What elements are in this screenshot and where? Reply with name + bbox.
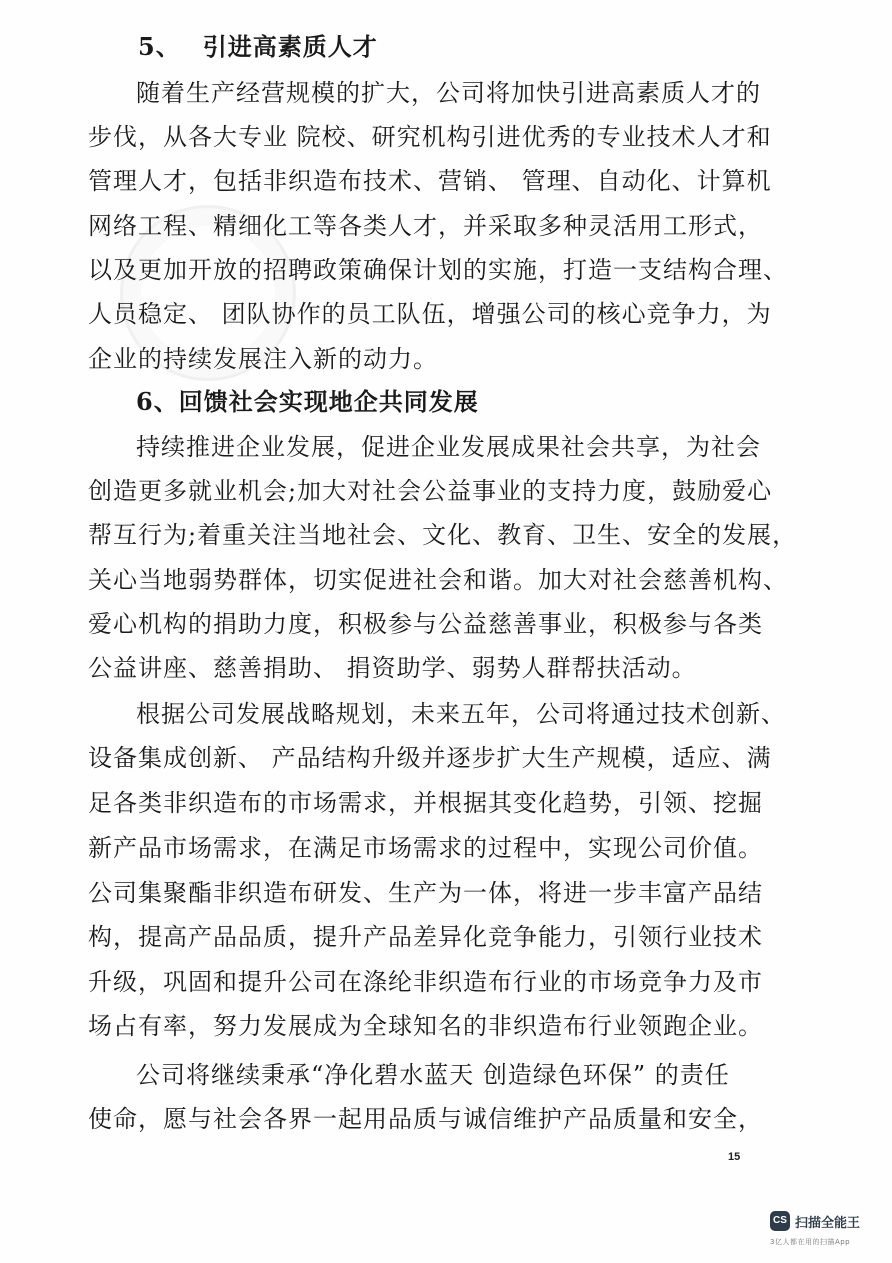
section-5-line: 网络工程、精细化工等各类人才，并采取多种灵活用工形式， (88, 212, 763, 240)
section-5-title: 引进高素质人才 (202, 32, 378, 61)
section-5-number: 5、 (138, 32, 181, 61)
section-5-line: 随着生产经营规模的扩大，公司将加快引进高素质人才的 (136, 79, 761, 107)
section-6-heading: 6、回馈社会实现地企共同发展 (136, 387, 479, 416)
watermark-tagline: 3亿人都在用的扫描App (770, 1238, 851, 1246)
section-5-line: 管理人才，包括非织造布技术、营销、 管理、自动化、计算机 (88, 167, 772, 195)
strategy-line: 新产品市场需求，在满足市场需求的过程中，实现公司价值。 (88, 834, 763, 862)
section-6-line: 创造更多就业机会;加大对社会公益事业的支持力度，鼓励爱心 (88, 477, 773, 505)
strategy-line: 设备集成创新、 产品结构升级并逐步扩大生产规模，适应、满 (88, 744, 772, 772)
strategy-line: 公司集聚酯非织造布研发、生产为一体，将进一步丰富产品结 (88, 879, 763, 907)
section-5-line: 以及更加开放的招聘政策确保计划的实施，打造一支结构合理、 (88, 256, 788, 284)
strategy-line: 足各类非织造布的市场需求，并根据其变化趋势，引领、挖掘 (88, 789, 763, 817)
section-6-line: 帮互行为;着重关注当地社会、文化、教育、卫生、安全的发展， (88, 521, 798, 549)
mission-line: 公司将继续秉承“净化碧水蓝天 创造绿色环保” 的责任 (136, 1061, 730, 1089)
section-6-line: 持续推进企业发展，促进企业发展成果社会共享，为社会 (136, 433, 761, 461)
section-5-heading (138, 32, 378, 62)
section-6-line: 关心当地弱势群体，切实促进社会和谐。加大对社会慈善机构、 (88, 566, 788, 594)
page-number: 15 (728, 1151, 741, 1163)
strategy-line: 升级，巩固和提升公司在涤纶非织造布行业的市场竞争力及市 (88, 968, 763, 996)
section-5-line: 人员稳定、 团队协作的员工队伍，增强公司的核心竞争力，为 (88, 300, 772, 328)
camscanner-logo-icon: CS (770, 1211, 790, 1231)
section-6-line: 公益讲座、慈善捐助、 捐资助学、弱势人群帮扶活动。 (88, 654, 697, 682)
section-5-line: 企业的持续发展注入新的动力。 (88, 345, 438, 373)
strategy-line: 场占有率，努力发展成为全球知名的非织造布行业领跑企业。 (88, 1012, 763, 1040)
watermark-brand: 扫描全能王 (795, 1216, 861, 1231)
mission-line: 使命，愿与社会各界一起用品质与诚信维护产品质量和安全， (88, 1105, 763, 1133)
section-5-line: 步伐，从各大专业 院校、研究机构引进优秀的专业技术人才和 (88, 123, 772, 151)
strategy-line: 根据公司发展战略规划，未来五年，公司将通过技术创新、 (136, 700, 786, 728)
strategy-line: 构，提高产品品质，提升产品差异化竞争能力，引领行业技术 (88, 923, 763, 951)
section-6-line: 爱心机构的捐助力度，积极参与公益慈善事业，积极参与各类 (88, 610, 763, 638)
scanner-watermark (770, 1211, 882, 1251)
